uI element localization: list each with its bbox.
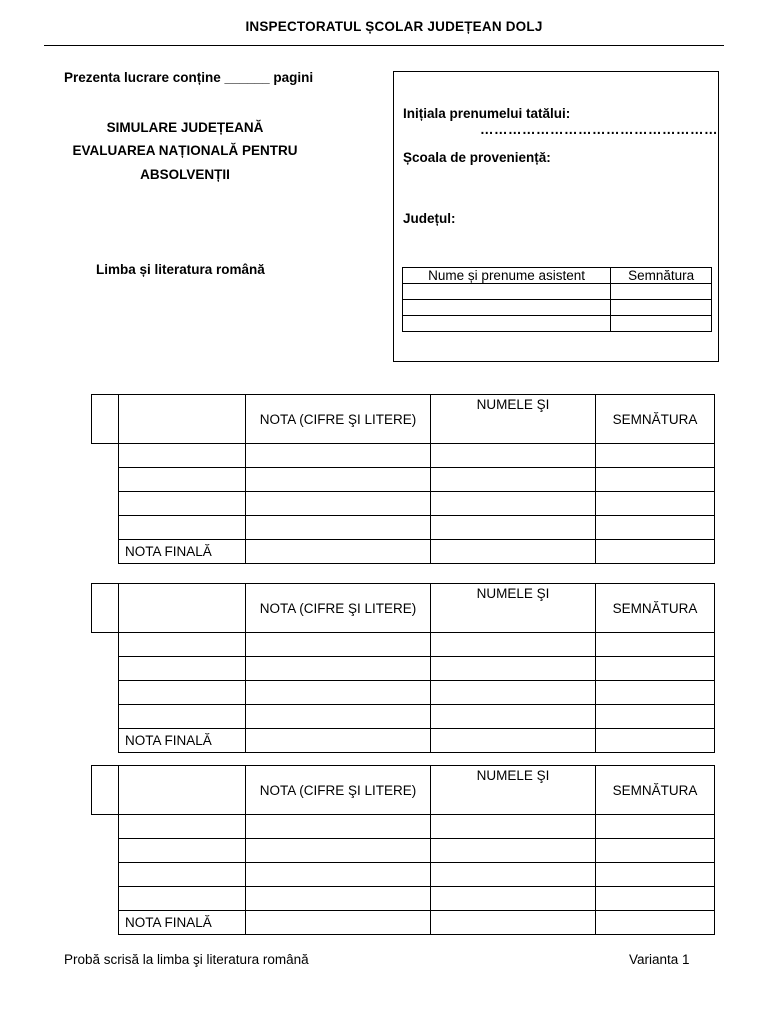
grade-cell[interactable] <box>246 729 431 753</box>
grade-table-1 <box>91 394 715 564</box>
grade-cell[interactable] <box>431 839 596 863</box>
grade-cell[interactable] <box>119 863 246 887</box>
grade-cell[interactable] <box>596 444 715 468</box>
grade-cell[interactable] <box>119 468 246 492</box>
grade-cell[interactable] <box>246 911 431 935</box>
grade-cell[interactable] <box>119 681 246 705</box>
father-initial-label: Inițiala prenumelui tatălui: <box>403 106 571 121</box>
father-initial-field[interactable]: …………………………………………… <box>480 122 718 137</box>
grade-cell[interactable] <box>596 633 715 657</box>
grade-cell[interactable] <box>596 492 715 516</box>
grade-cell[interactable] <box>246 815 431 839</box>
grade-table-header <box>92 584 715 633</box>
grade-cell[interactable] <box>596 911 715 935</box>
grade-nota-header: NOTA (CIFRE ŞI LITERE) <box>246 584 431 633</box>
grade-semnatura-header: SEMNĂTURA <box>596 584 715 633</box>
final-grade-label: NOTA FINALĂ <box>119 540 246 564</box>
simulation-title-line-1: SIMULARE JUDEȚEANĂ <box>106 120 264 135</box>
assistant-name-cell[interactable] <box>403 284 611 300</box>
table-row <box>403 316 712 332</box>
grade-cell[interactable] <box>431 729 596 753</box>
grade-blank-cell <box>92 584 119 633</box>
grade-label-header <box>119 584 246 633</box>
table-row <box>92 839 715 863</box>
grade-cell[interactable] <box>246 887 431 911</box>
grade-cell[interactable] <box>596 681 715 705</box>
grade-cell[interactable] <box>596 815 715 839</box>
grade-cell[interactable] <box>431 681 596 705</box>
grade-cell[interactable] <box>431 540 596 564</box>
grade-cell[interactable] <box>596 729 715 753</box>
grade-table-2 <box>91 583 715 753</box>
grade-blank-cell <box>92 766 119 815</box>
grade-nota-header: NOTA (CIFRE ŞI LITERE) <box>246 766 431 815</box>
grade-cell[interactable] <box>431 516 596 540</box>
grade-cell[interactable] <box>431 911 596 935</box>
grade-cell[interactable] <box>119 516 246 540</box>
grade-cell[interactable] <box>246 657 431 681</box>
assistant-signature-header: Semnătura <box>611 268 712 284</box>
table-row <box>92 444 715 468</box>
final-grade-row <box>92 729 715 753</box>
grade-numele-header <box>431 584 596 633</box>
grade-cell[interactable] <box>119 657 246 681</box>
footer-variant: Varianta 1 <box>629 952 690 967</box>
grade-numele-label: NUMELE ŞI <box>476 768 550 783</box>
grade-cell[interactable] <box>246 468 431 492</box>
grade-table-header <box>92 766 715 815</box>
assistant-name-cell[interactable] <box>403 300 611 316</box>
table-row <box>92 681 715 705</box>
grade-cell[interactable] <box>246 633 431 657</box>
grade-cell[interactable] <box>119 887 246 911</box>
final-grade-label: NOTA FINALĂ <box>119 729 246 753</box>
final-grade-row <box>92 911 715 935</box>
assistant-signature-cell[interactable] <box>611 316 712 332</box>
grade-semnatura-header: SEMNĂTURA <box>596 766 715 815</box>
table-row <box>92 705 715 729</box>
grade-cell[interactable] <box>119 839 246 863</box>
final-grade-row <box>92 540 715 564</box>
grade-cell[interactable] <box>596 887 715 911</box>
table-row <box>92 815 715 839</box>
grade-semnatura-header: SEMNĂTURA <box>596 395 715 444</box>
table-row <box>403 300 712 316</box>
footer-exam-label: Probă scrisă la limba şi literatura română <box>64 952 309 967</box>
table-row <box>403 284 712 300</box>
header-divider <box>44 45 724 46</box>
grade-label-header <box>119 766 246 815</box>
grade-cell[interactable] <box>246 540 431 564</box>
grade-cell[interactable] <box>431 468 596 492</box>
table-row <box>92 887 715 911</box>
grade-cell[interactable] <box>431 815 596 839</box>
county-label: Județul: <box>403 211 456 226</box>
grade-cell[interactable] <box>431 633 596 657</box>
assistant-name-header: Nume și prenume asistent <box>403 268 611 284</box>
simulation-title-line-2: EVALUAREA NAȚIONALĂ PENTRU <box>72 143 298 158</box>
pages-count-line: Prezenta lucrare conține ______ pagini <box>64 70 314 85</box>
page-header-title: INSPECTORATUL ȘCOLAR JUDEȚEAN DOLJ <box>245 19 543 34</box>
grade-cell[interactable] <box>596 705 715 729</box>
grade-label-header <box>119 395 246 444</box>
subject-title: Limba și literatura română <box>96 262 265 277</box>
grade-cell[interactable] <box>119 492 246 516</box>
grade-cell[interactable] <box>596 657 715 681</box>
grade-cell[interactable] <box>246 705 431 729</box>
grade-numele-header <box>431 766 596 815</box>
final-grade-label: NOTA FINALĂ <box>119 911 246 935</box>
grade-cell[interactable] <box>431 444 596 468</box>
grade-cell[interactable] <box>246 444 431 468</box>
grade-cell[interactable] <box>431 887 596 911</box>
grade-blank-cell <box>92 395 119 444</box>
assistant-name-cell[interactable] <box>403 316 611 332</box>
assistant-signature-cell[interactable] <box>611 284 712 300</box>
grade-cell[interactable] <box>431 863 596 887</box>
grade-cell[interactable] <box>246 516 431 540</box>
grade-cell[interactable] <box>596 839 715 863</box>
grade-cell[interactable] <box>246 863 431 887</box>
grade-cell[interactable] <box>246 492 431 516</box>
grade-nota-header: NOTA (CIFRE ŞI LITERE) <box>246 395 431 444</box>
grade-cell[interactable] <box>119 815 246 839</box>
table-row <box>92 516 715 540</box>
table-row <box>92 863 715 887</box>
table-row <box>92 492 715 516</box>
assistant-table-header <box>403 268 712 284</box>
grade-cell[interactable] <box>119 705 246 729</box>
table-row <box>92 468 715 492</box>
grade-cell[interactable] <box>596 516 715 540</box>
simulation-title-line-3: ABSOLVENȚII <box>140 167 230 182</box>
grade-cell[interactable] <box>431 657 596 681</box>
table-row <box>92 657 715 681</box>
grade-table-3 <box>91 765 715 935</box>
assistant-signature-cell[interactable] <box>611 300 712 316</box>
assistant-table <box>402 267 712 332</box>
grade-numele-label: NUMELE ŞI <box>476 586 550 601</box>
table-row <box>92 633 715 657</box>
grade-numele-label: NUMELE ŞI <box>476 397 550 412</box>
grade-cell[interactable] <box>246 839 431 863</box>
grade-cell[interactable] <box>119 633 246 657</box>
grade-cell[interactable] <box>596 468 715 492</box>
grade-numele-header <box>431 395 596 444</box>
grade-cell[interactable] <box>246 681 431 705</box>
grade-cell[interactable] <box>431 705 596 729</box>
school-label: Școala de proveniență: <box>403 150 551 165</box>
grade-cell[interactable] <box>119 444 246 468</box>
grade-cell[interactable] <box>596 863 715 887</box>
grade-table-header <box>92 395 715 444</box>
grade-cell[interactable] <box>431 492 596 516</box>
grade-cell[interactable] <box>596 540 715 564</box>
